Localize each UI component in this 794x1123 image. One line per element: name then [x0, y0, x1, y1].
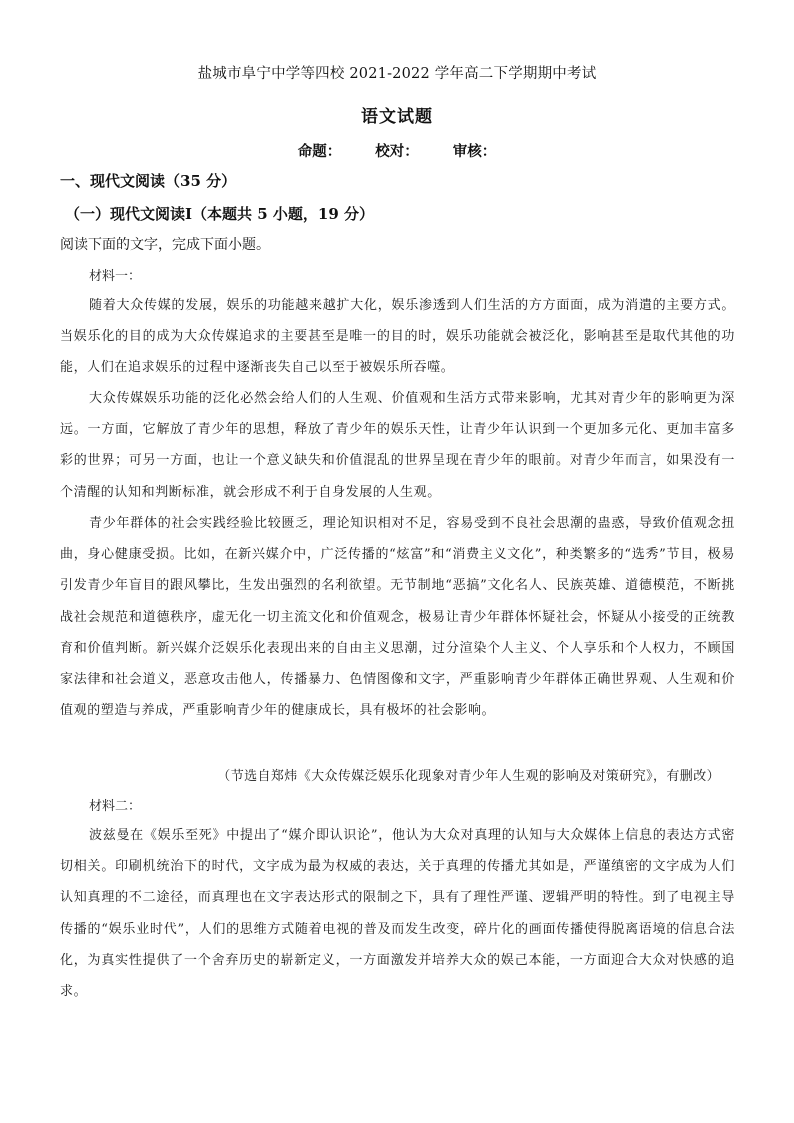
section-heading: 一、现代文阅读（35 分）: [60, 172, 237, 190]
proofreader-label: 校对：: [375, 143, 419, 160]
material-two-paragraph: 波兹曼在《娱乐至死》中提出了“媒介即认识论”，他认为大众对真理的认知与大众媒体上信息的表达方式密切相关。印刷机统治下的时代，文字成为最为权威的表达，关于真理的传播尤其如是，严谨缜密的文字成为人们认知真理的不二途径，而真理也在文字表达形式的限制之下，具有了理性严谨、逻辑严明的特性。到了电视主导传播的“娱乐业时代”，人们的思维方式随着电视的普及而发生改变，碎片化的画面传播使得脱离语境的信息合法化，为真实性提供了一个舍弃历史的崭新定义，一方面激发并培养大众的娱己本能，一方面迎合大众对快感的追求。: [60, 828, 735, 1000]
subsection-heading: （一）现代文阅读Ⅰ（本题共 5 小题，19 分）: [65, 205, 374, 223]
reviewer-label: 审核：: [452, 143, 497, 160]
material-one-paragraph: 青少年群体的社会实践经验比较匮乏，理论知识相对不足，容易受到不良社会思潮的蛊惑，导致价值观念扭曲，身心健康受损。比如，在新兴媒介中，广泛传播的“炫富”和“消费主义文化”，种类繁多的“选秀”节目，极易引发青少年盲目的跟风攀比，生发出强烈的名利欲望。无节制地“恶搞”文化名人、民族英雄、道德模范，不断挑战社会规范和道德秩序，虚无化一切主流文化和价值观念，极易让青少年群体怀疑社会，怀疑从小接受的正统教育和价值判断。新兴媒介泛娱乐化表现出来的自由主义思潮，过分渲染个人主义、个人享乐和个人权力，不顾国家法律和社会道义，恶意攻击他人，传播暴力、色情图像和文字，严重影响青少年群体正确世界观、人生观和价值观的塑造与养成，严重影响青少年的健康成长，具有极坏的社会影响。: [60, 516, 735, 719]
exam-title: 盐城市阜宁中学等四校 2021-2022 学年高二下学期期中考试: [197, 66, 597, 82]
subject-title: 语文试题: [361, 107, 433, 127]
material-two-label: 材料二：: [89, 799, 142, 814]
reading-instruction: 阅读下面的文字，完成下面小题。: [60, 237, 270, 253]
material-one-paragraph: 随着大众传媒的发展，娱乐的功能越来越扩大化，娱乐渗透到人们生活的方方面面，成为消遣的主要方式。当娱乐化的目的成为大众传媒追求的主要甚至是唯一的目的时，娱乐功能就会被泛化，影响甚至是取代其他的功能，人们在追求娱乐的过程中逐渐丧失自己以至于被娱乐所吞噬。: [60, 298, 735, 376]
proposer-label: 命题：: [297, 143, 342, 160]
source-citation: （节选自郑炜《大众传媒泛娱乐化现象对青少年人生观的影响及对策研究》，有删改）: [217, 769, 720, 784]
material-one-label: 材料一：: [89, 269, 142, 284]
signoff-line: [0, 140, 794, 161]
material-one-paragraph: 大众传媒娱乐功能的泛化必然会给人们的人生观、价值观和生活方式带来影响，尤其对青少年的影响更为深远。一方面，它解放了青少年的思想，释放了青少年的娱乐天性，让青少年认识到一个更加多元化、更加丰富多彩的世界；可另一方面，也让一个意义缺失和价值混乱的世界呈现在青少年的眼前。对青少年而言，如果没有一个清醒的认知和判断标准，就会形成不利于自身发展的人生观。: [60, 391, 735, 500]
